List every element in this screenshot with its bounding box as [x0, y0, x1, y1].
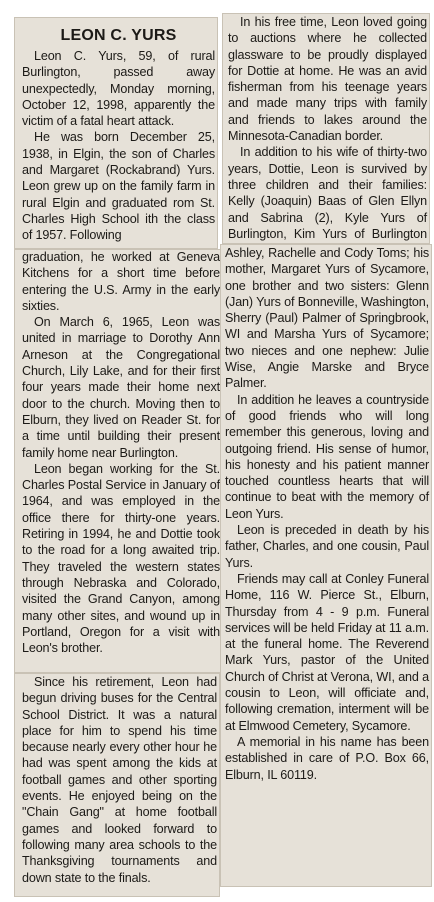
paragraph-continued: graduation, he worked at Geneva Kitchens for a short time before entering the U.S. Army in the early sixties.	[22, 250, 220, 313]
paragraph-continued: Ashley, Rachelle and Cody Toms; his mother, Margaret Yurs of Sycamore, one brother and two sisters: Glenn (Jan) Yurs of Bonneville, Washington, Sherry (Paul) Palmer of Springbrook, WI and Marsha Yurs of Sycamore; two nieces and one nephew: Julie Wise, Angie Marske and Bryce Palmer.	[225, 246, 429, 391]
paragraph: He was born December 25, 1938, in Elgin, the son of Charles and Margaret (Rockabrand) Yurs. Leon grew up on the family farm in rural Elgin and graduated rom St. Charles High School ith the class of 1957. Following	[22, 130, 215, 243]
clipping-right-bottom	[220, 244, 432, 887]
paragraph: In his free time, Leon loved going to auctions where he collected glassware to be proudly displayed for Dottie at home. He was an avid fisherman from his teenage years and made many trips with family and friends to lakes around the Minnesota-Canadian border.	[228, 15, 427, 144]
paragraph: Friends may call at Conley Funeral Home, 116 W. Pierce St., Elburn, Thursday from 4 - 9 p.m. Funeral services will be held Friday at 11 a.m. at the funeral home. The Reverend Mark Yurs, pastor of the United Church of Christ at Verona, WI, and a cousin to Leon, will officiate and, following cremation, interment will be at Elmwood Cemetery, Sycamore.	[225, 571, 429, 733]
paragraph: In addition to his wife of thirty-two years, Dottie, Leon is survived by three children and their families: Kelly (Joaquin) Baas of Glen Ellyn and Sabrina (2), Kyle Yurs of Burlington, Kim Yurs of Burlington	[228, 145, 427, 241]
paragraph: Leon C. Yurs, 59, of rural Burlington, passed away unexpectedly, Monday morning, October 12, 1998, apparently the victim of a fatal heart attack.	[22, 49, 215, 129]
paragraph: Since his retirement, Leon had begun driving buses for the Central School District. It was a natural place for him to spend his time because nearly every other hour he had was spent among the kids at football games and other sporting events. He enjoyed being on the "Chain Gang" at home football games and looked forward to following many area schools to the Thanksgiving tournaments and down state to the finals.	[22, 675, 217, 885]
paragraph: On March 6, 1965, Leon was united in marriage to Dorothy Ann Arneson at the Congregational Church, Lily Lake, and for their first four years made their home next door to the church. Moving then to Elburn, they lived on Reader St. for a time until building their present family home near Burlington.	[22, 315, 220, 460]
paragraph: In addition he leaves a countryside of good friends who will long remember this generous, loving and outgoing friend. His sense of humor, his honesty and his patient manner touched countless hearts that will continue to beat with the memory of Leon Yurs.	[225, 392, 429, 521]
obituary-headline: LEON C. YURS	[60, 27, 177, 44]
clipping-left-top	[14, 17, 218, 249]
paragraph: A memorial in his name has been established in care of P.O. Box 66, Elburn, IL 60119.	[225, 734, 429, 782]
clipping-left-bottom	[14, 673, 220, 897]
clipping-right-top	[222, 13, 430, 244]
clipping-left-middle	[14, 249, 222, 673]
paragraph: Leon began working for the St. Charles Postal Service in January of 1964, and was employed in the office there for thirty-one years. Retiring in 1994, he and Dottie took to the road for a long awaited trip. They traveled the western states through Nebraska and Colorado, visited the Grand Canyon, among many other sites, and wound up in Portland, Oregon for a visit with Leon's brother.	[22, 461, 220, 656]
paragraph: Leon is preceded in death by his father, Charles, and one cousin, Paul Yurs.	[225, 523, 429, 570]
